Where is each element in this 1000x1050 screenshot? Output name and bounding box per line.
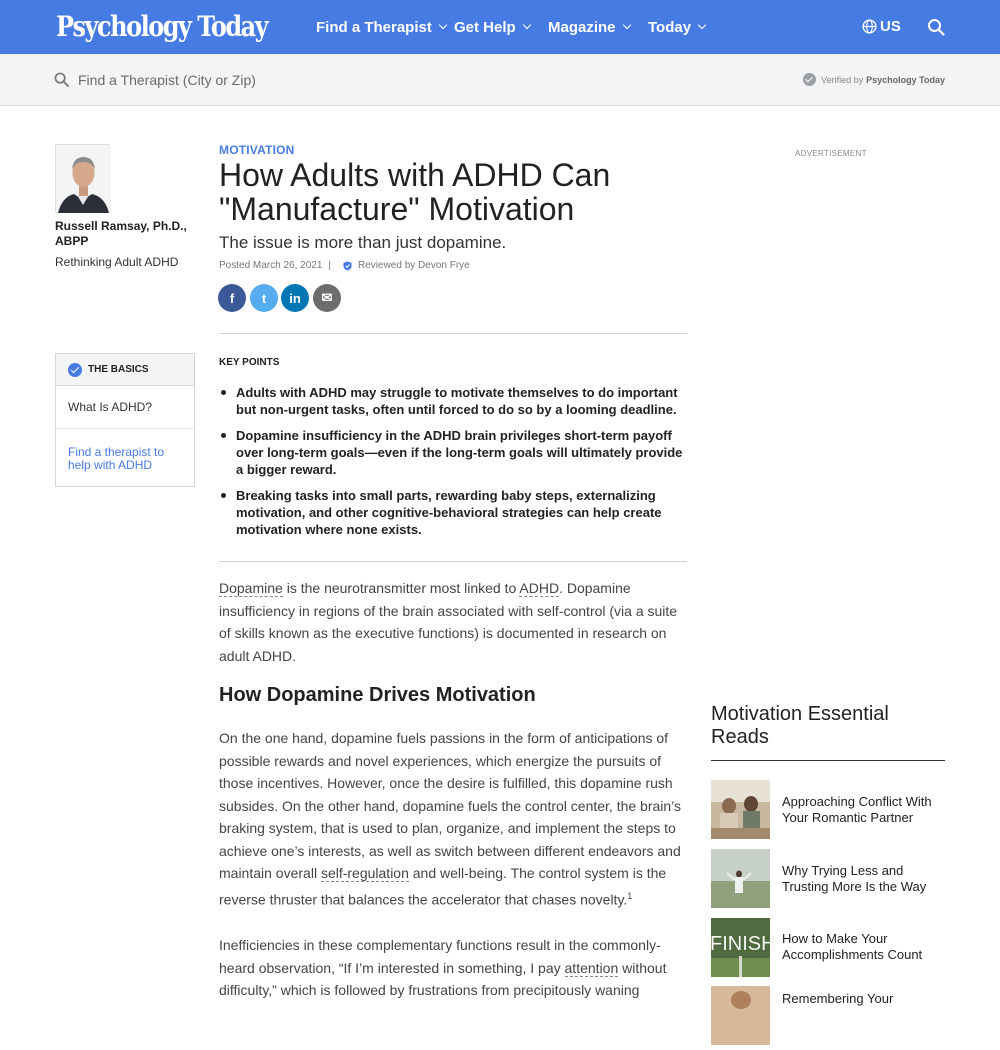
essential-read-item[interactable]	[711, 918, 945, 977]
divider	[56, 428, 194, 429]
check-circle-icon	[803, 73, 816, 86]
globe-icon[interactable]	[862, 19, 877, 34]
footnote-ref[interactable]: 1	[627, 890, 633, 901]
essential-read-thumbnail[interactable]	[711, 986, 770, 1045]
nav-magazine[interactable]	[548, 0, 630, 54]
glossary-link-self-regulation[interactable]: self-regulation	[320, 865, 409, 881]
key-point: Breaking tasks into small parts, rewarding baby steps, externalizing motivation, and other cognitive-behavioral strategies can help create motivation where none exists.	[219, 487, 689, 538]
nav-today[interactable]	[648, 0, 705, 54]
paragraph-text: and well-being. The control system is the reverse thruster that balances the accelerator that chases novelty.	[219, 865, 667, 908]
nav-label: Magazine	[548, 18, 616, 36]
essential-reads-title: Motivation Essential Reads	[711, 703, 889, 748]
search-icon	[54, 72, 69, 87]
thumbnail-text: FINISH	[710, 933, 776, 955]
divider	[219, 333, 687, 334]
paragraph-text: . Dopamine insufficiency in regions of the brain associated with self-control (via a suite of skills known as the executive functions) is documented in research on adult ADHD.	[219, 580, 678, 664]
glossary-link-attention[interactable]: attention	[564, 959, 619, 976]
essential-read-thumbnail[interactable]	[710, 918, 776, 977]
section-heading: How Dopamine Drives Motivation	[219, 684, 536, 706]
shield-check-icon	[343, 261, 352, 271]
reviewed-by: Reviewed by Devon Frye	[358, 260, 470, 271]
author-portrait-image	[56, 145, 111, 213]
key-points-label: KEY POINTS	[219, 357, 280, 368]
paragraph-text: On the one hand, dopamine fuels passions in the form of anticipations of possible rewards and novel experiences, which energize the pursuits of those incentives. However, once the desire is fulfilled, this dopamine rush subsides. On the other hand, dopamine fuels the control center, the brain’s braking system, that is used to plan, organize, and implement the steps to achieve one’s interests, as well as switch between different endeavors and maintain overall	[219, 730, 682, 881]
therapist-search-input[interactable]	[78, 69, 478, 91]
author-name[interactable]: Russell Ramsay, Ph.D., ABPP	[55, 219, 187, 248]
nav-find-therapist[interactable]	[316, 0, 446, 54]
twitter-icon: t	[261, 290, 267, 306]
key-points-list	[219, 384, 689, 547]
verified-brand: Psychology Today	[866, 74, 945, 85]
region-selector[interactable]: US	[880, 18, 901, 35]
chevron-down-icon	[522, 21, 530, 29]
glossary-link-dopamine[interactable]: Dopamine	[219, 580, 283, 596]
nav-label: Find a Therapist	[316, 18, 432, 36]
basics-header-label: THE BASICS	[88, 364, 149, 375]
paragraph-text: without difficulty,” which is followed by frustrations from precipitously waning	[219, 959, 667, 998]
paragraph-text: is the neurotransmitter most linked to	[282, 580, 520, 596]
article-category[interactable]: MOTIVATION	[219, 143, 295, 157]
check-circle-icon	[68, 363, 82, 377]
woman-in-field-photo	[711, 849, 770, 908]
article-paragraph	[219, 727, 684, 911]
essential-read-title[interactable]: Remembering Your	[782, 991, 894, 1006]
share-linkedin-button[interactable]	[281, 284, 309, 312]
verified-badge	[803, 73, 945, 86]
essential-read-thumbnail[interactable]	[711, 849, 770, 908]
essential-read-item[interactable]	[711, 986, 945, 1045]
divider	[711, 760, 945, 761]
basics-link-what-is-adhd[interactable]: What Is ADHD?	[68, 400, 153, 414]
meta-separator: |	[328, 260, 332, 271]
find-therapist-adhd-link[interactable]: Find a therapist to help with ADHD	[68, 445, 165, 472]
chevron-down-icon	[439, 21, 447, 29]
linkedin-icon: in	[289, 290, 301, 306]
basics-header	[56, 354, 194, 386]
email-icon: ✉	[321, 290, 333, 305]
facebook-icon: f	[229, 290, 235, 306]
author-blog-name[interactable]: Rethinking Adult ADHD	[55, 255, 179, 269]
paragraph-text: Inefficiencies in these complementary functions result in the commonly-heard observation, “If I’m interested in something, I pay	[219, 937, 661, 976]
site-logo[interactable]: Psychology Today	[56, 9, 268, 44]
divider	[219, 561, 687, 562]
essential-read-item[interactable]	[711, 849, 945, 908]
posted-date: Posted March 26, 2021	[219, 260, 323, 271]
article-title: How Adults with ADHD Can "Manufacture" Motivation	[219, 157, 611, 227]
key-point: Dopamine insufficiency in the ADHD brain privileges short-term payoff over long-term goals—even if the long-term goals will ultimately provide a bigger reward.	[219, 427, 689, 478]
nav-label: Today	[648, 18, 692, 36]
article-paragraph	[219, 934, 684, 1002]
basics-box	[55, 353, 195, 487]
essential-read-thumbnail[interactable]	[711, 780, 770, 839]
essential-read-item[interactable]	[711, 780, 945, 839]
essential-read-title[interactable]: Why Trying Less and Trusting More Is the Way	[782, 863, 927, 894]
essential-read-title[interactable]: Approaching Conflict With Your Romantic Partner	[782, 794, 932, 825]
finish-line-photo	[710, 918, 776, 977]
chevron-down-icon	[622, 21, 630, 29]
key-point: Adults with ADHD may struggle to motivate themselves to do important but non-urgent tasks, often until forced to do so by a looming deadline.	[219, 384, 689, 418]
advertisement-label: ADVERTISEMENT	[795, 149, 867, 158]
article-meta	[219, 260, 470, 271]
glossary-link-adhd[interactable]: ADHD	[519, 580, 560, 596]
couple-photo	[711, 780, 770, 839]
portrait-photo	[711, 986, 770, 1045]
nav-label: Get Help	[454, 18, 516, 36]
verified-prefix: Verified by	[821, 74, 864, 85]
share-twitter-button[interactable]	[250, 284, 278, 312]
share-email-button[interactable]	[313, 284, 341, 312]
essential-read-title[interactable]: How to Make Your Accomplishments Count	[782, 931, 923, 962]
share-facebook-button[interactable]	[218, 284, 246, 312]
top-nav-bar	[0, 0, 1000, 54]
chevron-down-icon	[698, 21, 706, 29]
nav-get-help[interactable]	[454, 0, 530, 54]
article-paragraph	[219, 577, 684, 667]
article-subtitle: The issue is more than just dopamine.	[219, 233, 507, 252]
search-icon[interactable]	[927, 18, 945, 36]
author-photo[interactable]	[55, 144, 110, 212]
